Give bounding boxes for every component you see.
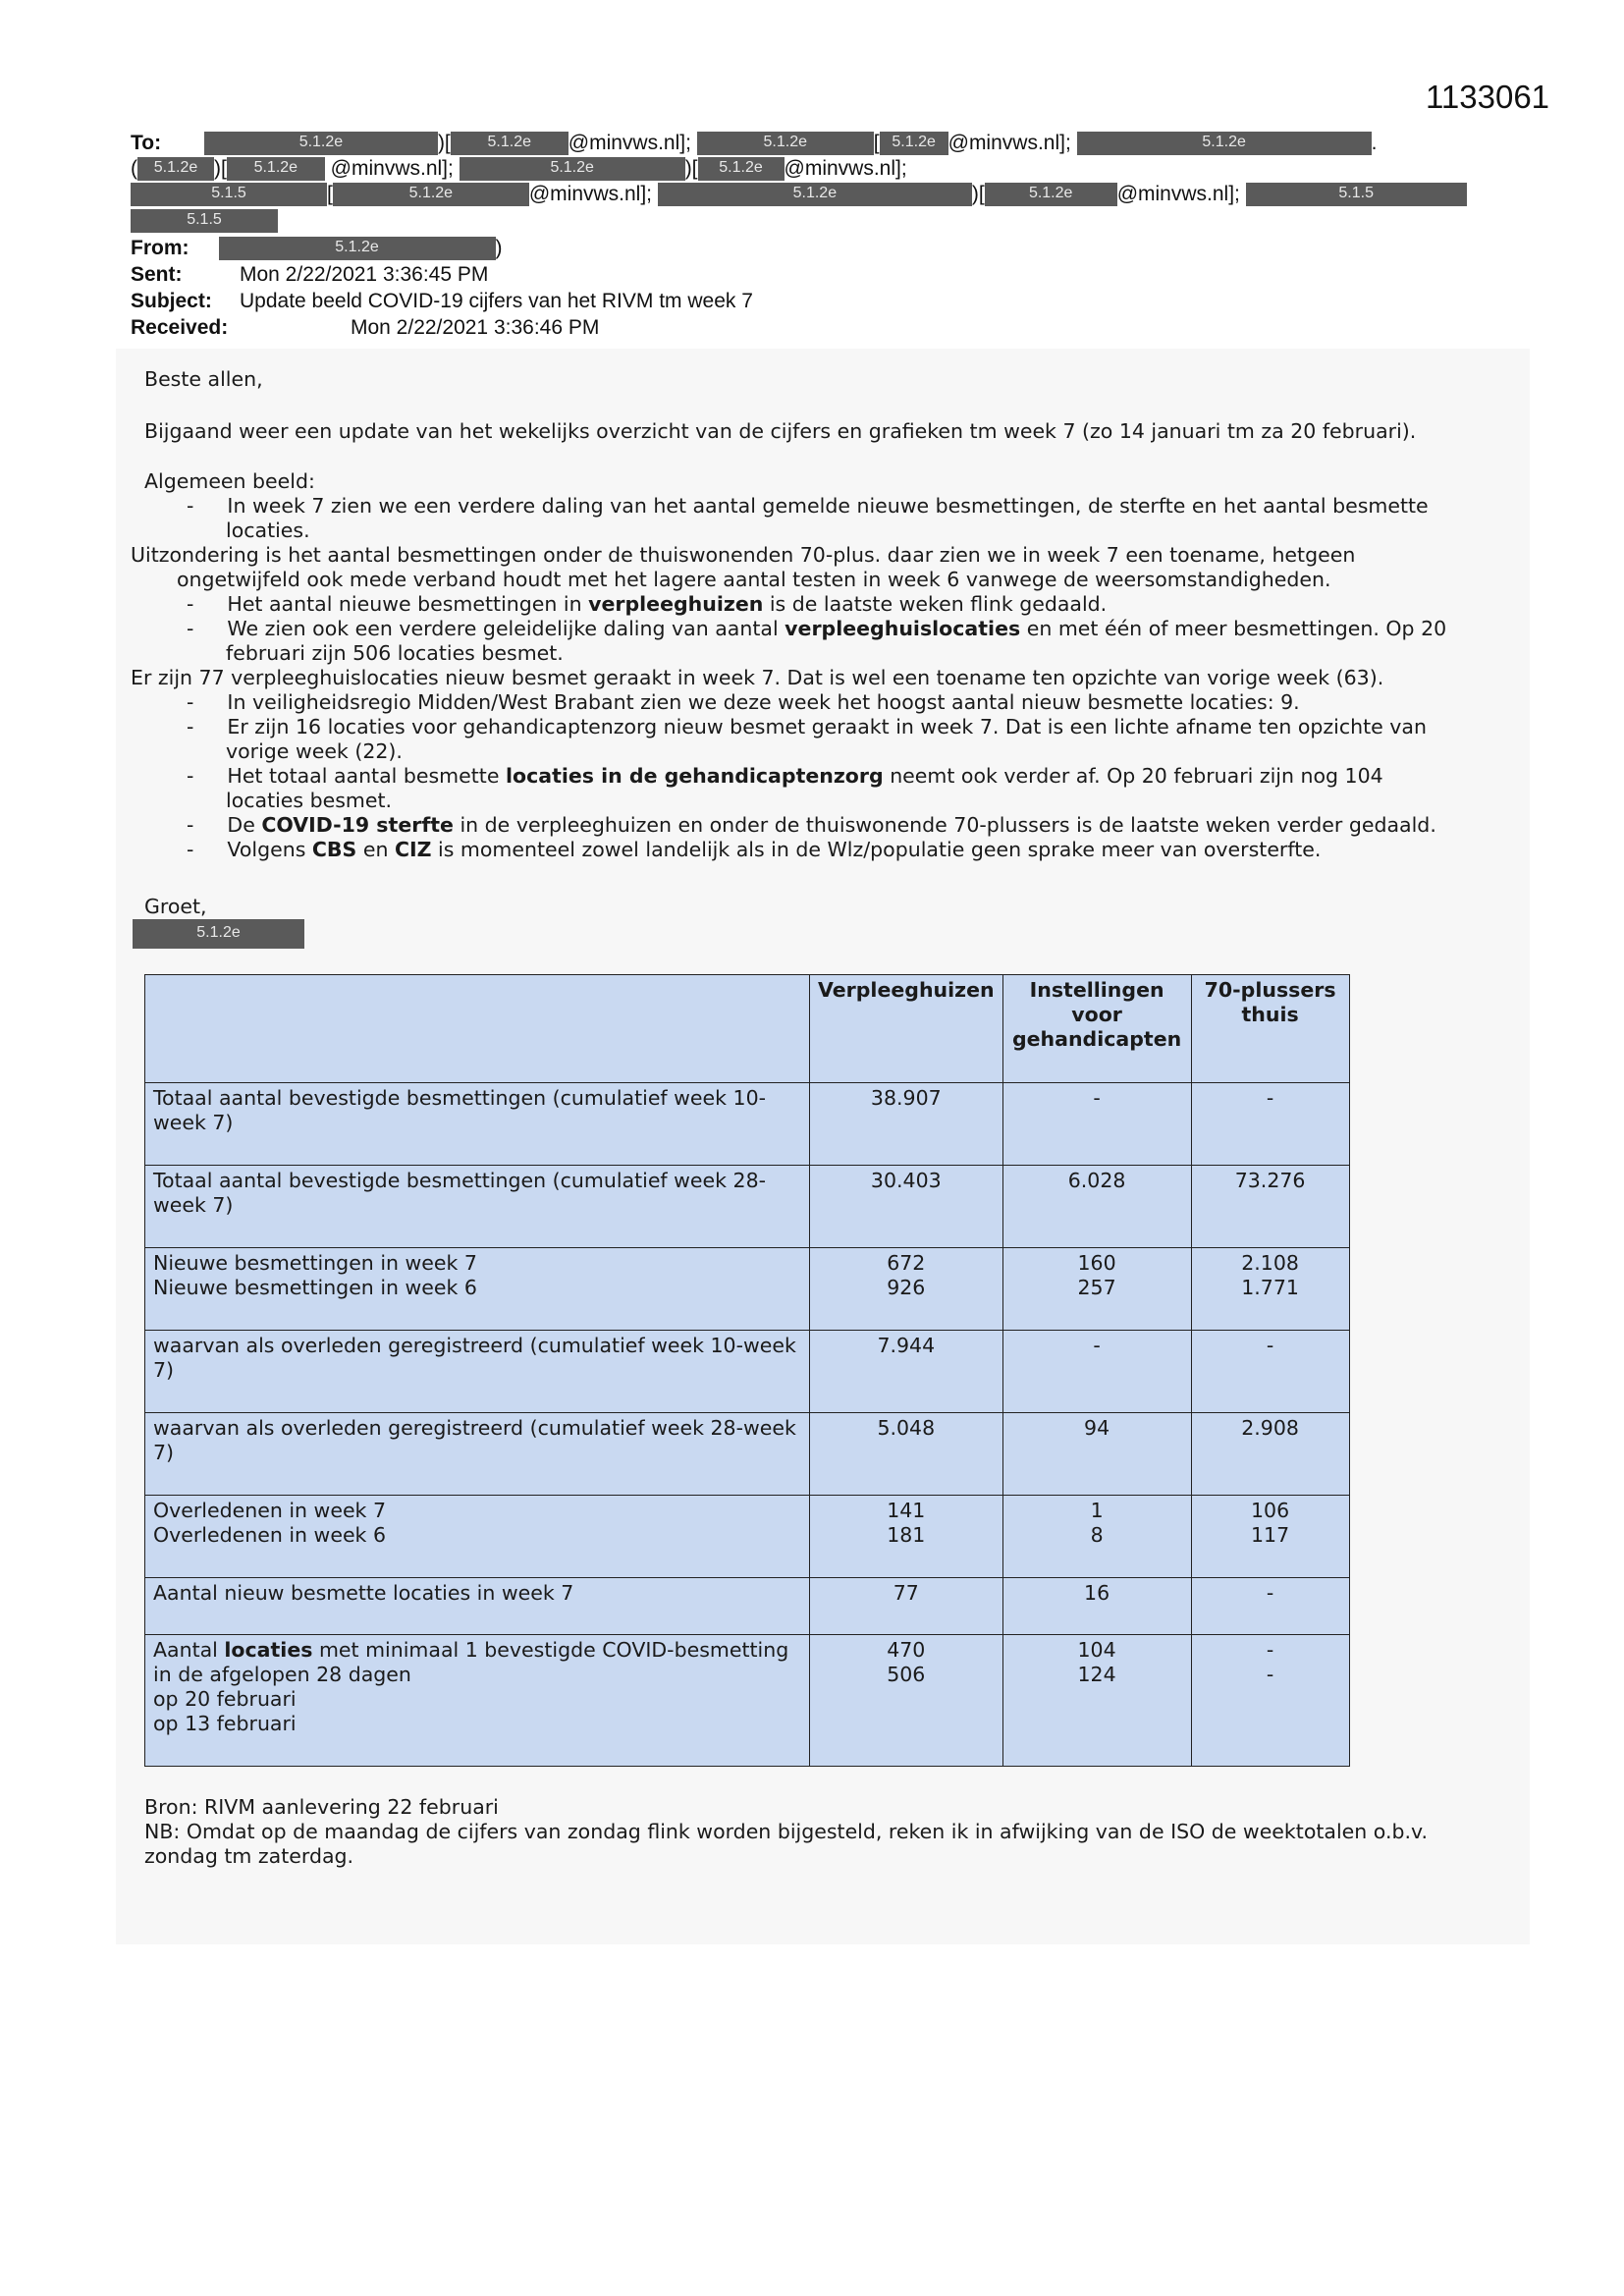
cell: 38.907 bbox=[810, 1083, 1003, 1166]
intro-paragraph: Bijgaand weer een update van het wekelijks overzicht van de cijfers en grafieken tm week 7 (zo 14 januari tm za 20 februari). bbox=[144, 419, 1417, 443]
bullet-3: - We zien ook een verdere geleidelijke daling van aantal verpleeghuislocaties en met één of meer besmettingen. Op 20 bbox=[187, 617, 1447, 640]
cell: 5.048 bbox=[810, 1413, 1003, 1496]
bullet-dash: - bbox=[187, 592, 194, 616]
bullet-5: - Er zijn 16 locaties voor gehandicaptenzorg nieuw besmet geraakt in week 7. Dat is een lichte afname ten opzichte van bbox=[187, 715, 1427, 738]
table-row bbox=[145, 1248, 1350, 1331]
cell: - bbox=[1191, 1578, 1349, 1635]
redaction: 5.1.2e bbox=[204, 132, 438, 155]
domain-text: @minvws.nl]; bbox=[528, 183, 653, 205]
subject-label: Subject: bbox=[131, 290, 212, 312]
source-note: Bron: RIVM aanlevering 22 februari bbox=[144, 1795, 499, 1819]
bullet-dash: - bbox=[187, 494, 194, 518]
cell: 160 257 bbox=[1002, 1248, 1191, 1331]
bullet-4: - In veiligheidsregio Midden/West Brabant zien we deze week het hoogst aantal nieuw besmette locaties: 9. bbox=[187, 690, 1300, 714]
row-label: Aantal nieuw besmette locaties in week 7 bbox=[145, 1578, 810, 1635]
table-row bbox=[145, 1496, 1350, 1578]
cell: 7.944 bbox=[810, 1331, 1003, 1413]
cell: 470 506 bbox=[810, 1635, 1003, 1767]
bullet-dash: - bbox=[187, 813, 194, 837]
redaction: 5.1.2e bbox=[1077, 132, 1372, 155]
row-label: waarvan als overleden geregistreerd (cumulatief week 28-week 7) bbox=[145, 1413, 810, 1496]
bullet-6-cont: locaties besmet. bbox=[226, 789, 393, 812]
bullet-1-cont: locaties. bbox=[226, 519, 310, 542]
redaction: 5.1.2e bbox=[219, 237, 496, 260]
redaction: 5.1.2e bbox=[451, 132, 568, 155]
column-header: 70-plussers thuis bbox=[1191, 975, 1349, 1083]
row-label: waarvan als overleden geregistreerd (cumulatief week 10-week 7) bbox=[145, 1331, 810, 1413]
domain-text: @minvws.nl]; bbox=[330, 157, 454, 180]
bullet-3-cont: februari zijn 506 locaties besmet. bbox=[226, 641, 564, 665]
domain-text: @minvws.nl]; bbox=[568, 132, 691, 154]
bullet-dash: - bbox=[187, 764, 194, 788]
redaction: 5.1.2e bbox=[227, 157, 325, 181]
cell: 2.108 1.771 bbox=[1191, 1248, 1349, 1331]
document-id: 1133061 bbox=[1426, 79, 1550, 115]
received-label: Received: bbox=[131, 316, 229, 339]
bullet-dash: - bbox=[187, 617, 194, 640]
from-label: From: bbox=[131, 237, 189, 259]
sent-value: Mon 2/22/2021 3:36:45 PM bbox=[240, 263, 489, 286]
cell: 16 bbox=[1002, 1578, 1191, 1635]
row-label: Aantal locaties met minimaal 1 bevestigde COVID-besmetting in de afgelopen 28 dagen op 20 februari op 13 februari bbox=[145, 1635, 810, 1767]
redaction: 5.1.2e bbox=[880, 132, 948, 155]
bullet-1: - In week 7 zien we een verdere daling van het aantal gemelde nieuwe besmettingen, de sterfte en het aantal besmette bbox=[187, 494, 1429, 518]
bullet-8: - Volgens CBS en CIZ is momenteel zowel landelijk als in de Wlz/populatie geen sprake meer van oversterfte. bbox=[187, 838, 1322, 861]
cell: 141 181 bbox=[810, 1496, 1003, 1578]
subject-value: Update beeld COVID-19 cijfers van het RIVM tm week 7 bbox=[240, 290, 753, 312]
nb-note: NB: Omdat op de maandag de cijfers van zondag flink worden bijgesteld, reken ik in afwijking van de ISO de weektotalen o.b.v. bbox=[144, 1820, 1429, 1843]
paragraph-exception: Uitzondering is het aantal besmettingen onder de thuiswonenden 70-plus. daar zien we in week 7 een toename, hetgeen bbox=[131, 543, 1356, 567]
redaction: 5.1.2e bbox=[333, 183, 529, 206]
bullet-2: - Het aantal nieuwe besmettingen in verpleeghuizen is de laatste weken flink gedaald. bbox=[187, 592, 1108, 616]
redaction: 5.1.2e bbox=[697, 132, 874, 155]
signature-redaction: 5.1.2e bbox=[133, 919, 304, 949]
redaction: 5.1.2e bbox=[658, 183, 972, 206]
section-title: Algemeen beeld: bbox=[144, 469, 315, 493]
table-header-row bbox=[145, 975, 1350, 1083]
column-header: Verpleeghuizen bbox=[810, 975, 1003, 1083]
redaction: 5.1.5 bbox=[131, 183, 327, 206]
sent-label: Sent: bbox=[131, 263, 183, 286]
column-header: Instellingen voor gehandicapten bbox=[1002, 975, 1191, 1083]
domain-text: @minvws.nl]; bbox=[784, 157, 907, 180]
redaction: 5.1.2e bbox=[985, 183, 1117, 206]
table-row bbox=[145, 1578, 1350, 1635]
redaction: 5.1.2e bbox=[137, 157, 214, 181]
cell: - bbox=[1191, 1331, 1349, 1413]
cell: - - bbox=[1191, 1635, 1349, 1767]
to-line: To: 5.1.2e )[ 5.1.2e @minvws.nl]; 5.1.2e [ 5.1.2e @minvws.nl]; 5.1.2e . bbox=[131, 132, 1378, 154]
paragraph-new-locations: Er zijn 77 verpleeghuislocaties nieuw besmet geraakt in week 7. Dat is wel een toename ten opzichte van vorige week (63). bbox=[131, 666, 1384, 689]
table-row bbox=[145, 1635, 1350, 1767]
nb-note-cont: zondag tm zaterdag. bbox=[144, 1844, 354, 1868]
to-label: To: bbox=[131, 132, 162, 154]
cell: - bbox=[1002, 1331, 1191, 1413]
redaction: 5.1.2e bbox=[698, 157, 785, 181]
cell: 77 bbox=[810, 1578, 1003, 1635]
domain-text: @minvws.nl]; bbox=[1116, 183, 1240, 205]
cell: 73.276 bbox=[1191, 1166, 1349, 1248]
bullet-7: - De COVID-19 sterfte in de verpleeghuizen en onder de thuiswonende 70-plussers is de laatste weken verder gedaald. bbox=[187, 813, 1436, 837]
row-label: Totaal aantal bevestigde besmettingen (cumulatief week 10-week 7) bbox=[145, 1083, 810, 1166]
bullet-dash: - bbox=[187, 690, 194, 714]
bullet-5-cont: vorige week (22). bbox=[226, 739, 403, 763]
table-row bbox=[145, 1166, 1350, 1248]
cell: 94 bbox=[1002, 1413, 1191, 1496]
cell: 1 8 bbox=[1002, 1496, 1191, 1578]
greeting: Beste allen, bbox=[144, 367, 263, 391]
cell: 30.403 bbox=[810, 1166, 1003, 1248]
row-label: Totaal aantal bevestigde besmettingen (cumulatief week 28-week 7) bbox=[145, 1166, 810, 1248]
closing: Groet, bbox=[144, 895, 207, 918]
redaction: 5.1.5 bbox=[1246, 183, 1467, 206]
cell: - bbox=[1002, 1083, 1191, 1166]
row-label: Overledenen in week 7 Overledenen in week 6 bbox=[145, 1496, 810, 1578]
to-line-2: ( 5.1.2e )[ 5.1.2e @minvws.nl]; 5.1.2e )[ 5.1.2e @minvws.nl]; bbox=[131, 157, 907, 180]
cell: - bbox=[1191, 1083, 1349, 1166]
cell: 104 124 bbox=[1002, 1635, 1191, 1767]
received-value: Mon 2/22/2021 3:36:46 PM bbox=[351, 316, 600, 339]
paragraph-exception-cont: ongetwijfeld ook mede verband houdt met het lagere aantal testen in week 6 vanwege de weersomstandigheden. bbox=[177, 568, 1331, 591]
to-line-4 bbox=[131, 208, 278, 234]
received-line bbox=[131, 315, 599, 341]
bullet-dash: - bbox=[187, 838, 194, 861]
to-line-3: 5.1.5 [ 5.1.2e @minvws.nl]; 5.1.2e )[ 5.1.2e @minvws.nl]; 5.1.5 bbox=[131, 182, 1467, 207]
cell: 2.908 bbox=[1191, 1413, 1349, 1496]
table-corner bbox=[145, 975, 810, 1083]
table-row bbox=[145, 1083, 1350, 1166]
cell: 6.028 bbox=[1002, 1166, 1191, 1248]
redaction: 5.1.2e bbox=[460, 157, 685, 181]
from-line: From: 5.1.2e ) bbox=[131, 237, 503, 259]
table-row bbox=[145, 1413, 1350, 1496]
redaction: 5.1.5 bbox=[131, 209, 278, 233]
cell: 106 117 bbox=[1191, 1496, 1349, 1578]
domain-text: @minvws.nl]; bbox=[947, 132, 1071, 154]
cell: 672 926 bbox=[810, 1248, 1003, 1331]
bullet-6: - Het totaal aantal besmette locaties in de gehandicaptenzorg neemt ook verder af. Op 20 februari zijn nog 104 bbox=[187, 764, 1383, 788]
stats-table bbox=[144, 974, 1350, 1767]
table-row bbox=[145, 1331, 1350, 1413]
subject-line bbox=[131, 289, 753, 314]
row-label: Nieuwe besmettingen in week 7 Nieuwe besmettingen in week 6 bbox=[145, 1248, 810, 1331]
sent-line bbox=[131, 262, 488, 288]
bullet-dash: - bbox=[187, 715, 194, 738]
